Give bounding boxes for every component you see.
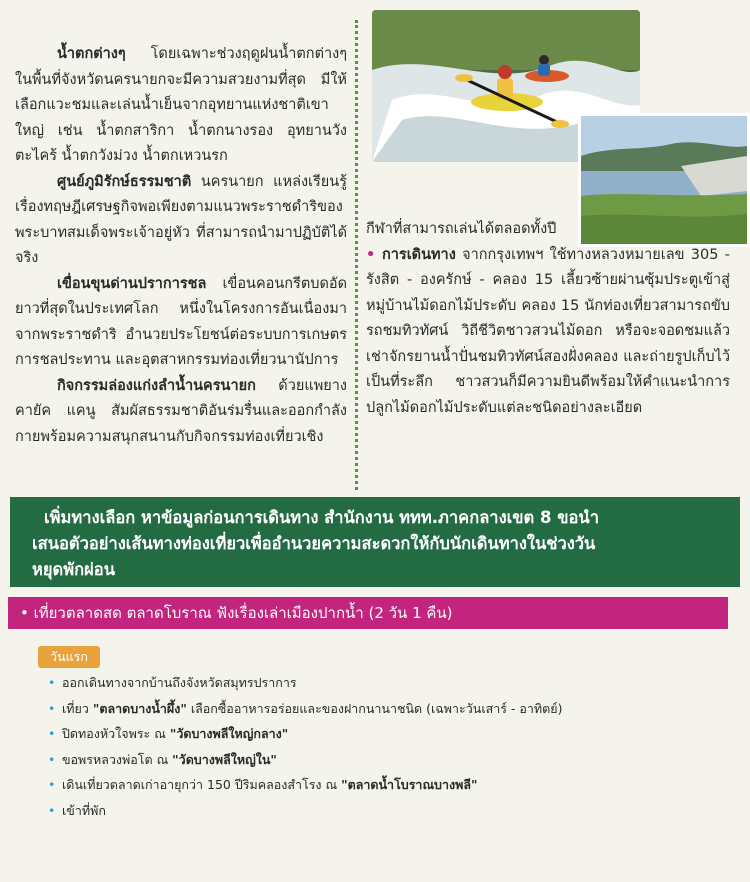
heading-waterfalls: น้ำตกต่างๆ (57, 46, 126, 62)
banner-line-1: เพิ่มทางเลือก หาข้อมูลก่อนการเดินทาง สำนักงาน ททท.ภาคกลางเขต 8 ขอนำ (44, 508, 599, 527)
itinerary-item (48, 670, 563, 696)
item-text: เข้าที่พัก (62, 802, 106, 818)
heading-nature-center: ศูนย์ภูมิรักษ์ธรรมชาติ (57, 173, 192, 190)
banner-line-3: หยุดพักผ่อน (32, 560, 115, 579)
text-waterfalls: โดยเฉพาะช่วงฤดูฝนน้ำตกต่างๆ ในพื้นที่จังหวัดนครนายกจะมีความสวยงามที่สุด มีให้เลือกแวะชมและเล่นน้ำเย็นจากอุทยานแห่งชาติเขาใหญ่ เช่น น้ำตกสาริกา น้ำตกนางรอง อุทยานวังตะไคร้ น้ำตกวังม่วง น้ำตกเหวนรก (15, 46, 347, 164)
item-text: ปิดทองหัวใจพระ ณ (62, 726, 170, 741)
paragraph-nature-center (15, 170, 347, 272)
banner-line-2: เสนอตัวอย่างเส้นทางท่องเที่ยวเพื่ออำนวยความสะดวกให้กับนักเดินทางในช่วงวัน (32, 534, 596, 553)
left-column (15, 42, 347, 450)
item-text-after: เลือกซื้ออาหารอร่อยและของฝากนานาชนิด (เฉพาะวันเสาร์ - อาทิตย์) (186, 700, 563, 716)
paragraph-rafting (15, 374, 347, 451)
itinerary-item (48, 798, 563, 824)
item-place: "วัดบางพลีใหญ่กลาง" (169, 726, 289, 741)
text-nature-center: นครนายก แหล่งเรียนรู้เรื่องทฤษฎีเศรษฐกิจพอเพียงตามแนวพระราชดำริของพระบาทสมเด็จพระเจ้าอยู่หัว ที่สามารถนำมาปฏิบัติได้จริง (15, 173, 347, 266)
paragraph-travel (366, 243, 730, 422)
text-dam: เขื่อนคอนกรีตบดอัดยาวที่สุดในประเทศโลก หนึ่งในโครงการอันเนื่องมาจากพระราชดำริ อำนวยประโยชน์ต่อระบบการเกษตร การชลประทาน และอุตสาหกรรมท่องเที่ยวนานัปการ (15, 275, 347, 368)
item-place: "ตลาดบางน้ำผึ้ง" (92, 700, 187, 716)
heading-dam: เขื่อนขุนด่านปราการชล (57, 275, 207, 292)
info-banner (10, 497, 740, 587)
paragraph-dam (15, 272, 347, 374)
item-text: เที่ยว (62, 700, 93, 716)
route-title-banner: • เที่ยวตลาดสด ตลาดโบราณ ฟังเรื่องเล่าเมืองปากน้ำ (2 วัน 1 คืน) (8, 597, 728, 629)
item-text: ขอพรหลวงพ่อโต ณ (62, 751, 173, 767)
item-text: เดินเที่ยวตลาดเก่าอายุกว่า 150 ปีริมคลองสำโรง ณ (62, 777, 342, 792)
travel-bullet: • (366, 246, 382, 263)
paragraph-waterfalls (15, 42, 347, 170)
heading-travel: การเดินทาง (382, 246, 456, 263)
text-rafting: ด้วยแพยางคายัค แคนู สัมผัสธรรมชาติอันร่มรื่นและออกกำลังกายพร้อมความสนุกสนานกับกิจกรรมท่องเที่ยวเชิง (15, 377, 347, 445)
heading-rafting: กิจกรรมล่องแก่งลำน้ำนครนายก (57, 377, 256, 394)
column-divider (355, 20, 358, 490)
continuation-text: กีฬาที่สามารถเล่นได้ตลอดทั้งปี (366, 221, 557, 237)
day-one-tag: วันแรก (38, 646, 100, 668)
itinerary-item (48, 696, 563, 722)
item-place: "วัดบางพลีใหญ่ใน" (172, 751, 277, 767)
itinerary-item (48, 747, 563, 773)
item-place: "ตลาดน้ำโบราณบางพลี" (341, 777, 478, 792)
item-text: ออกเดินทางจากบ้านถึงจังหวัดสมุทรปราการ (62, 675, 297, 690)
itinerary-item (48, 772, 563, 798)
itinerary-item (48, 721, 563, 747)
right-column (366, 217, 730, 421)
day-one-itinerary (48, 670, 563, 823)
text-travel: จากกรุงเทพฯ ใช้ทางหลวงหมายเลข 305 - รังสิต - องครักษ์ - คลอง 15 เลี้ยวซ้ายผ่านซุ้มประตูเข้าสู่หมู่บ้านไม้ดอกไม้ประดับ คลอง 15 นักท่องเที่ยวสามารถขับรถชมทิวทัศน์ วิถีชีวิตชาวสวนไม้ดอก หรือจะจอดชมแล้วเช่าจักรยานน้ำปั่นชมทิวทัศน์สองฝั่งคลอง และถ่ายรูปเก็บไว้เป็นที่ระลึก ชาวสวนก็มีความยินดีพร้อมให้คำแนะนำการปลูกไม้ดอกไม้ประดับแต่ละชนิดอย่างละเอียด (366, 246, 730, 416)
